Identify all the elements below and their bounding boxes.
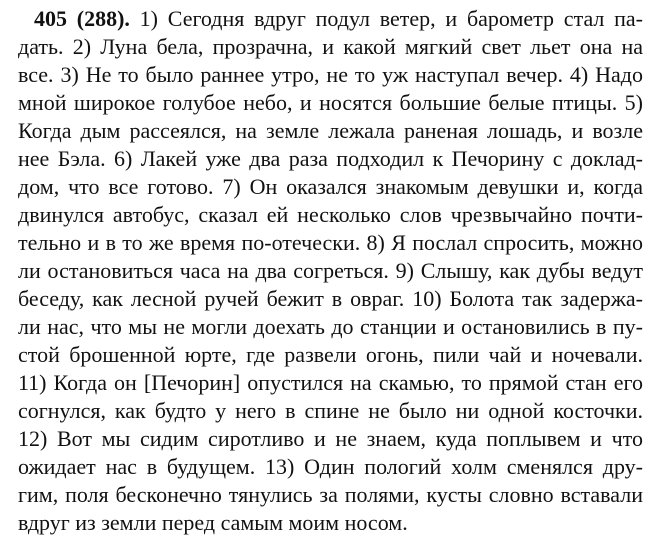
text-line-7: дом, что все готово. 7) Он оказался знакомым девушки и, когда <box>18 174 643 199</box>
text-line-13: стой брошенной юрте, где развели огонь, пили чай и ночевали. <box>18 342 643 367</box>
text-line-2: дать. 2) Луна бела, прозрачна, и какой мягкий свет льет она на <box>18 34 643 59</box>
text-line-16: 12) Вот мы сидим сиротливо и не знаем, куда поплывем и что <box>18 426 643 451</box>
text-line-14: 11) Когда он [Печорин] опустился на скамью, то прямой стан его <box>18 370 643 395</box>
text-line-1-content: 1) Сегодня вдруг подул ветер, и барометр стал па- <box>139 6 644 31</box>
text-line-4: мной широкое голубое небо, и носятся большие белые птицы. 5) <box>18 90 643 115</box>
text-line-8: двинулся автобус, сказал ей несколько слов чрезвычайно почти- <box>18 202 643 227</box>
text-line-3: все. 3) Не то было раннее утро, не то уж наступал вечер. 4) Надо <box>18 62 643 87</box>
text-line-12: ли нас, что мы не могли доехать до станции и остановились в пу- <box>18 314 643 339</box>
text-line-18: гим, поля бесконечно тянулись за полями, кусты словно вставали <box>18 482 643 507</box>
text-line-19: вдруг из земли перед самым моим носом. <box>18 510 408 535</box>
text-line-5: Когда дым рассеялся, на земле лежала раненая лошадь, и возле <box>18 118 643 143</box>
text-line-15: согнулся, как будто у него в спине не было ни одной косточки. <box>18 398 643 423</box>
exercise-number: 405 (288). <box>34 6 130 31</box>
text-line-6: нее Бэла. 6) Лакей уже два раза подходил к Печорину с доклад- <box>18 146 643 171</box>
text-line-11: беседу, как лесной ручей бежит в овраг. 10) Болота так задержа- <box>18 286 643 311</box>
text-line-17: ожидает нас в будущем. 13) Один пологий холм сменялся дру- <box>18 454 643 479</box>
text-line-10: ли остановиться часа на два согреться. 9) Слышу, как дубы ведут <box>18 258 643 283</box>
text-line-9: тельно и в то же время по-отечески. 8) Я послал спросить, можно <box>18 230 643 255</box>
text-line-1 <box>34 6 643 32</box>
